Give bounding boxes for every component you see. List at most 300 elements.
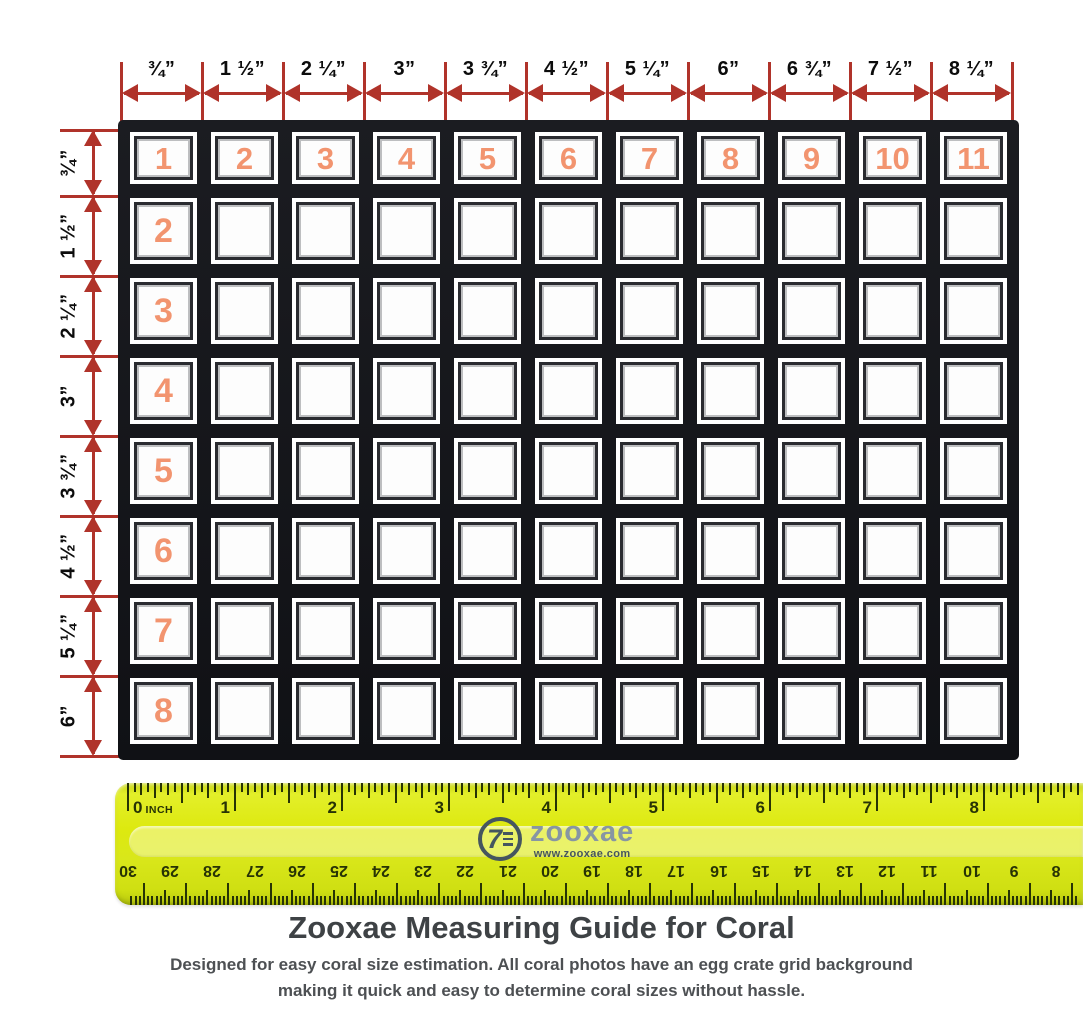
ruler-cm-tick bbox=[1041, 896, 1043, 905]
grid-cell-number: 5 bbox=[154, 452, 173, 490]
grid-cell bbox=[859, 518, 926, 584]
ruler-cm-tick bbox=[675, 896, 677, 905]
ruler-cm-tick bbox=[468, 896, 470, 905]
left-measure-label: ¾” bbox=[57, 149, 80, 177]
zooxae-logo-url: www.zooxae.com bbox=[533, 848, 631, 860]
ruler-cm-tick bbox=[181, 896, 183, 905]
grid-cell bbox=[859, 438, 926, 504]
ruler-cm-tick bbox=[923, 890, 925, 905]
ruler-cm-tick bbox=[383, 896, 385, 905]
grid-cell-number: 3 bbox=[154, 292, 173, 330]
ruler-inch-tick bbox=[829, 783, 831, 792]
ruler-inch-tick bbox=[428, 783, 430, 792]
grid-cell bbox=[859, 358, 926, 424]
top-measure-label: 6” bbox=[717, 58, 740, 80]
ruler-cm-tick bbox=[797, 890, 799, 905]
ruler-cm-tick bbox=[451, 896, 453, 905]
ruler-inch-tick bbox=[361, 783, 363, 792]
top-measure-segment bbox=[688, 58, 769, 122]
ruler-cm-tick bbox=[869, 896, 871, 905]
ruler-cm-tick bbox=[637, 896, 639, 905]
ruler-cm-tick bbox=[312, 883, 314, 905]
ruler-inch-tick bbox=[341, 783, 343, 811]
top-measure-segment bbox=[445, 58, 526, 122]
grid-cell bbox=[697, 132, 764, 184]
ruler-cm-tick bbox=[1004, 896, 1006, 905]
ruler-inch-tick bbox=[388, 783, 390, 792]
ruler-cm-tick bbox=[814, 896, 816, 905]
ruler-inch-tick bbox=[609, 783, 611, 803]
ruler-inch-tick bbox=[923, 783, 925, 792]
ruler-cm-label: 14 bbox=[794, 862, 812, 879]
ruler-inch-tick bbox=[354, 783, 356, 795]
grid-cell bbox=[697, 678, 764, 744]
ruler-inch-tick bbox=[582, 783, 584, 798]
ruler-cm-tick bbox=[367, 896, 369, 905]
ruler-cm-tick bbox=[944, 883, 946, 905]
ruler-cm-tick bbox=[620, 896, 622, 905]
ruler-cm-tick bbox=[320, 896, 322, 905]
ruler-cm-tick bbox=[552, 896, 554, 905]
ruler-cm-tick bbox=[755, 890, 757, 905]
ruler-inch-tick bbox=[281, 783, 283, 792]
ruler-inch-tick bbox=[481, 783, 483, 792]
ruler-cm-tick bbox=[244, 896, 246, 905]
ruler-cm-tick bbox=[232, 896, 234, 905]
ruler-cm-tick bbox=[489, 896, 491, 905]
ruler-cm-tick bbox=[1050, 890, 1052, 905]
grid-cell bbox=[940, 358, 1007, 424]
ruler-inch-tick bbox=[756, 783, 758, 795]
grid-cell bbox=[292, 132, 359, 184]
grid-cell-number: 8 bbox=[154, 692, 173, 730]
ruler-inch-tick bbox=[374, 783, 376, 792]
ruler-inch-tick bbox=[241, 783, 243, 792]
grid-cell bbox=[859, 598, 926, 664]
top-measure-segment bbox=[364, 58, 445, 122]
grid-cell bbox=[373, 198, 440, 264]
ruler-cm-label: 15 bbox=[751, 862, 770, 879]
ruler-cm-tick bbox=[974, 896, 976, 905]
page-subtitle bbox=[0, 952, 1083, 1005]
ruler-inch-tick bbox=[1003, 783, 1005, 792]
ruler-cm-tick bbox=[219, 896, 221, 905]
ruler-inch-tick bbox=[214, 783, 216, 792]
ruler-inch-tick bbox=[629, 783, 631, 792]
grid-cell bbox=[373, 518, 440, 584]
grid-cell-number: 4 bbox=[397, 140, 416, 176]
ruler-cm-tick bbox=[434, 896, 436, 905]
ruler-inch-tick bbox=[441, 783, 443, 792]
ruler-cm-tick bbox=[864, 896, 866, 905]
ruler-cm-label: 12 bbox=[878, 862, 897, 879]
ruler-inch-tick bbox=[876, 783, 878, 811]
ruler-cm-tick bbox=[350, 896, 352, 905]
ruler-cm-label: 23 bbox=[414, 862, 433, 879]
ruler-cm-tick bbox=[725, 896, 727, 905]
ruler-inch-zero-label bbox=[133, 798, 173, 818]
grid-cell-number: 9 bbox=[802, 140, 821, 176]
zero-unit: INCH bbox=[145, 804, 174, 816]
left-measure-label: 3” bbox=[57, 384, 80, 408]
ruler-cm-tick bbox=[527, 896, 529, 905]
ruler-cm-tick bbox=[772, 896, 774, 905]
ruler-cm-tick bbox=[658, 896, 660, 905]
ruler-inch-tick bbox=[943, 783, 945, 795]
ruler-cm-tick bbox=[822, 896, 824, 905]
ruler-cm-tick bbox=[607, 883, 609, 905]
ruler-cm-tick bbox=[556, 896, 558, 905]
arrow-up-down-icon bbox=[92, 132, 95, 194]
ruler-cm-tick bbox=[641, 896, 643, 905]
grid-cell bbox=[859, 198, 926, 264]
ruler-cm-tick bbox=[1046, 896, 1048, 905]
ruler-cm-label: 29 bbox=[161, 862, 180, 879]
ruler-inch-tick bbox=[709, 783, 711, 792]
ruler-inch-tick bbox=[502, 783, 504, 803]
ruler-inch-tick bbox=[254, 783, 256, 792]
ruler-cm-tick bbox=[185, 883, 187, 905]
grid-cell bbox=[697, 358, 764, 424]
ruler-cm-tick bbox=[202, 896, 204, 905]
top-measure-label: 4 ½” bbox=[543, 58, 590, 80]
ruler-cm-tick bbox=[147, 896, 149, 905]
grid-cell bbox=[373, 438, 440, 504]
top-measure-label: 8 ¼” bbox=[948, 58, 995, 80]
ruler-inch-tick bbox=[669, 783, 671, 792]
ruler-cm-tick bbox=[928, 896, 930, 905]
ruler-cm-tick bbox=[194, 896, 196, 905]
ruler-inch-tick bbox=[508, 783, 510, 792]
grid-cell-number: 8 bbox=[721, 140, 740, 176]
grid-cell bbox=[211, 598, 278, 664]
grid-cell bbox=[535, 518, 602, 584]
ruler-inch-tick bbox=[127, 783, 129, 811]
grid-cell bbox=[778, 358, 845, 424]
grid-cell bbox=[697, 438, 764, 504]
ruler-inch-tick bbox=[535, 783, 537, 792]
ruler-inch-tick bbox=[267, 783, 269, 792]
ruler-cm-tick bbox=[767, 896, 769, 905]
ruler-inch-tick bbox=[823, 783, 825, 803]
grid-cell-number: 11 bbox=[957, 140, 990, 176]
arrow-up-down-icon bbox=[92, 278, 95, 354]
ruler-inch-tick bbox=[181, 783, 183, 803]
ruler-cm-tick bbox=[738, 896, 740, 905]
grid-cell bbox=[292, 438, 359, 504]
ruler-cm-tick bbox=[780, 896, 782, 905]
ruler-cm-tick bbox=[687, 896, 689, 905]
ruler-inch-tick bbox=[381, 783, 383, 795]
grid-cell bbox=[697, 278, 764, 344]
grid-cell bbox=[454, 678, 521, 744]
grid-cell bbox=[130, 438, 197, 504]
ruler-inch-tick bbox=[1010, 783, 1012, 798]
ruler-cm-tick bbox=[978, 896, 980, 905]
ruler-cm-tick bbox=[995, 896, 997, 905]
ruler-cm-tick bbox=[763, 896, 765, 905]
ruler-cm-tick bbox=[540, 896, 542, 905]
grid-cell bbox=[211, 198, 278, 264]
top-measure-segment bbox=[607, 58, 688, 122]
ruler-cm-tick bbox=[523, 883, 525, 905]
ruler-inch-tick bbox=[308, 783, 310, 792]
ruler-cm-tick bbox=[337, 896, 339, 905]
ruler-cm-tick bbox=[670, 890, 672, 905]
ruler-inch-tick bbox=[869, 783, 871, 792]
left-measure-segment bbox=[56, 676, 120, 756]
top-measure-label: 6 ¾” bbox=[786, 58, 833, 80]
ruler-cm-tick bbox=[333, 890, 335, 905]
ruler-cm-tick bbox=[594, 896, 596, 905]
ruler-cm-tick bbox=[173, 896, 175, 905]
ruler-inch-tick bbox=[776, 783, 778, 792]
ruler-inch-tick bbox=[1063, 783, 1065, 798]
ruler-cm-label: 17 bbox=[667, 862, 686, 879]
ruler-cm-tick bbox=[1054, 896, 1056, 905]
ruler-cm-tick bbox=[316, 896, 318, 905]
left-measure-label: 4 ½” bbox=[57, 533, 80, 579]
ruler-inch-tick bbox=[548, 783, 550, 792]
ruler-inch-tick bbox=[488, 783, 490, 795]
arrow-up-down-icon bbox=[92, 438, 95, 514]
grid-cell bbox=[292, 518, 359, 584]
grid-cell bbox=[940, 278, 1007, 344]
grid-cell-number: 10 bbox=[875, 140, 910, 176]
ruler-cm-tick bbox=[919, 896, 921, 905]
ruler-cm-tick bbox=[485, 896, 487, 905]
ruler-cm-tick bbox=[177, 896, 179, 905]
ruler-cm-tick bbox=[746, 896, 748, 905]
ruler-cm-tick bbox=[987, 883, 989, 905]
ruler-inch-tick bbox=[542, 783, 544, 795]
ruler-inch-tick bbox=[1077, 783, 1079, 795]
ruler-cm-tick bbox=[683, 896, 685, 905]
ruler-inch-tick bbox=[883, 783, 885, 792]
ruler-cm-tick bbox=[531, 896, 533, 905]
ruler-cm-label: 20 bbox=[540, 862, 559, 879]
arrow-left-right-icon bbox=[853, 92, 928, 95]
ruler-inch-tick bbox=[528, 783, 530, 798]
ruler-cm-tick bbox=[362, 896, 364, 905]
ruler-cm-tick bbox=[784, 896, 786, 905]
arrow-left-right-icon bbox=[286, 92, 361, 95]
ruler-cm-tick bbox=[831, 896, 833, 905]
ruler-cm-tick bbox=[890, 896, 892, 905]
ruler-cm-tick bbox=[164, 890, 166, 905]
ruler-cm-tick bbox=[801, 896, 803, 905]
left-measure-segment bbox=[56, 356, 120, 436]
grid-cell bbox=[130, 598, 197, 664]
ruler-cm-tick bbox=[599, 896, 601, 905]
ruler-cm-tick bbox=[704, 896, 706, 905]
ruler-inch-tick bbox=[328, 783, 330, 795]
ruler-cm-tick bbox=[662, 896, 664, 905]
grid-cell bbox=[859, 278, 926, 344]
ruler-inch-tick bbox=[455, 783, 457, 792]
ruler-cm-tick bbox=[1008, 890, 1010, 905]
ruler-inch-label: 6 bbox=[755, 798, 765, 817]
ruler-inch-tick bbox=[702, 783, 704, 795]
ruler-inch-tick bbox=[147, 783, 149, 792]
grid-cell bbox=[454, 438, 521, 504]
ruler-cm-tick bbox=[459, 890, 461, 905]
ruler-inch-tick bbox=[642, 783, 644, 792]
ruler-inch-tick bbox=[802, 783, 804, 792]
ruler-cm-label: 10 bbox=[962, 862, 981, 879]
ruler-inch-tick bbox=[809, 783, 811, 795]
ruler-cm-tick bbox=[426, 896, 428, 905]
grid-cell bbox=[697, 518, 764, 584]
ruler-cm-tick bbox=[645, 896, 647, 905]
ruler-cm-tick bbox=[405, 896, 407, 905]
ruler-cm-tick bbox=[282, 896, 284, 905]
ruler-cm-tick bbox=[805, 896, 807, 905]
ruler-cm-tick bbox=[151, 896, 153, 905]
ruler-cm-tick bbox=[776, 883, 778, 905]
grid-cell-number: 6 bbox=[559, 140, 578, 176]
ruler-cm-tick bbox=[324, 896, 326, 905]
top-measure-segment bbox=[202, 58, 283, 122]
ruler-cm-tick bbox=[346, 896, 348, 905]
ruler-inch-tick bbox=[415, 783, 417, 792]
ruler-cm-tick bbox=[894, 896, 896, 905]
ruler-inch-label: 8 bbox=[969, 798, 979, 817]
ruler-cm-tick bbox=[957, 896, 959, 905]
grid-cell bbox=[211, 358, 278, 424]
grid-cell bbox=[292, 598, 359, 664]
ruler-inch-tick bbox=[736, 783, 738, 792]
grid-cell bbox=[535, 278, 602, 344]
ruler-cm-tick bbox=[953, 896, 955, 905]
ruler-cm-tick bbox=[712, 890, 714, 905]
top-measure-label: 2 ¼” bbox=[300, 58, 347, 80]
ruler-cm-tick bbox=[160, 896, 162, 905]
ruler-cm-tick bbox=[624, 896, 626, 905]
ruler-cm-tick bbox=[873, 896, 875, 905]
ruler-inch-label: 2 bbox=[327, 798, 337, 817]
top-measure-segment bbox=[931, 58, 1012, 122]
ruler-cm-tick bbox=[1037, 896, 1039, 905]
ruler-inch-tick bbox=[201, 783, 203, 792]
ruler-inch-tick bbox=[682, 783, 684, 792]
ruler-cm-tick bbox=[1075, 896, 1077, 905]
ruler-cm-tick bbox=[1063, 896, 1065, 905]
ruler-cm-tick bbox=[843, 896, 845, 905]
left-measure-label: 2 ¼” bbox=[57, 293, 80, 339]
grid-cell bbox=[940, 678, 1007, 744]
grid-cell bbox=[778, 198, 845, 264]
ruler-inch-tick bbox=[789, 783, 791, 792]
ruler-cm-tick bbox=[493, 896, 495, 905]
ruler-inch-tick bbox=[1043, 783, 1045, 792]
ruler-cm-tick bbox=[464, 896, 466, 905]
ruler-cm-tick bbox=[940, 896, 942, 905]
ruler-inch-tick bbox=[782, 783, 784, 795]
ruler-cm-label: 27 bbox=[245, 862, 264, 879]
logo-glyph: 7 bbox=[486, 823, 503, 854]
ruler-inch-tick bbox=[408, 783, 410, 795]
measure-tick bbox=[60, 755, 122, 758]
grid-cell bbox=[616, 132, 683, 184]
arrow-left-right-icon bbox=[448, 92, 523, 95]
arrow-left-right-icon bbox=[772, 92, 847, 95]
ruler-cm-tick bbox=[999, 896, 1001, 905]
ruler-cm-tick bbox=[421, 896, 423, 905]
grid-cell bbox=[940, 598, 1007, 664]
grid-cell bbox=[778, 278, 845, 344]
ruler-cm-tick bbox=[409, 896, 411, 905]
ruler-cm-tick bbox=[375, 890, 377, 905]
ruler-inch-tick bbox=[395, 783, 397, 803]
left-measure-label: 3 ¾” bbox=[57, 453, 80, 499]
ruler-inch-tick bbox=[401, 783, 403, 792]
ruler-cm-tick bbox=[691, 883, 693, 905]
ruler-inch-label: 3 bbox=[434, 798, 444, 817]
ruler-inch-tick bbox=[461, 783, 463, 795]
ruler-inch-tick bbox=[970, 783, 972, 795]
ruler-cm-tick bbox=[548, 896, 550, 905]
grid-cell bbox=[616, 278, 683, 344]
grid-cell bbox=[697, 598, 764, 664]
ruler-inch-tick bbox=[368, 783, 370, 798]
ruler-cm-tick bbox=[274, 896, 276, 905]
ruler-cm-tick bbox=[240, 896, 242, 905]
ruler-cm-tick bbox=[982, 896, 984, 905]
ruler-inch-tick bbox=[321, 783, 323, 792]
ruler-cm-label: 26 bbox=[287, 862, 306, 879]
ruler-cm-tick bbox=[1012, 896, 1014, 905]
ruler-cm-tick bbox=[1025, 896, 1027, 905]
ruler-inch-tick bbox=[749, 783, 751, 792]
ruler-inch-tick bbox=[301, 783, 303, 795]
ruler-cm-tick bbox=[1016, 896, 1018, 905]
ruler-cm-tick bbox=[211, 896, 213, 905]
ruler-cm-tick bbox=[721, 896, 723, 905]
ruler-inch-tick bbox=[1030, 783, 1032, 792]
left-measure-segment bbox=[56, 596, 120, 676]
grid-cell bbox=[616, 358, 683, 424]
ruler-inch-tick bbox=[615, 783, 617, 792]
grid-cell bbox=[454, 518, 521, 584]
ruler-cm-tick bbox=[565, 883, 567, 905]
top-measure-segment bbox=[850, 58, 931, 122]
zooxae-logo bbox=[478, 817, 634, 861]
ruler-cm-tick bbox=[257, 896, 259, 905]
ruler-inch-tick bbox=[134, 783, 136, 792]
ruler-cm-tick bbox=[236, 896, 238, 905]
grid-cell bbox=[292, 358, 359, 424]
grid-cell bbox=[292, 278, 359, 344]
ruler-inch-tick bbox=[495, 783, 497, 792]
ruler-cm-label: 24 bbox=[372, 862, 390, 879]
ruler-inch-tick bbox=[936, 783, 938, 792]
arrow-up-down-icon bbox=[92, 198, 95, 274]
ruler-cm-tick bbox=[497, 896, 499, 905]
ruler-cm-tick bbox=[679, 896, 681, 905]
page-title: Zooxae Measuring Guide for Coral bbox=[288, 910, 795, 945]
grid-cell bbox=[697, 198, 764, 264]
ruler-cm-tick bbox=[1058, 896, 1060, 905]
logo-bars-icon bbox=[503, 832, 513, 846]
logo-text-block bbox=[530, 818, 634, 860]
ruler-cm-tick bbox=[265, 896, 267, 905]
ruler-cm-tick bbox=[936, 896, 938, 905]
left-measure-segment bbox=[56, 130, 120, 196]
ruler-inch-tick bbox=[769, 783, 771, 811]
ruler-inch-tick bbox=[562, 783, 564, 792]
ruler-cm-tick bbox=[430, 896, 432, 905]
